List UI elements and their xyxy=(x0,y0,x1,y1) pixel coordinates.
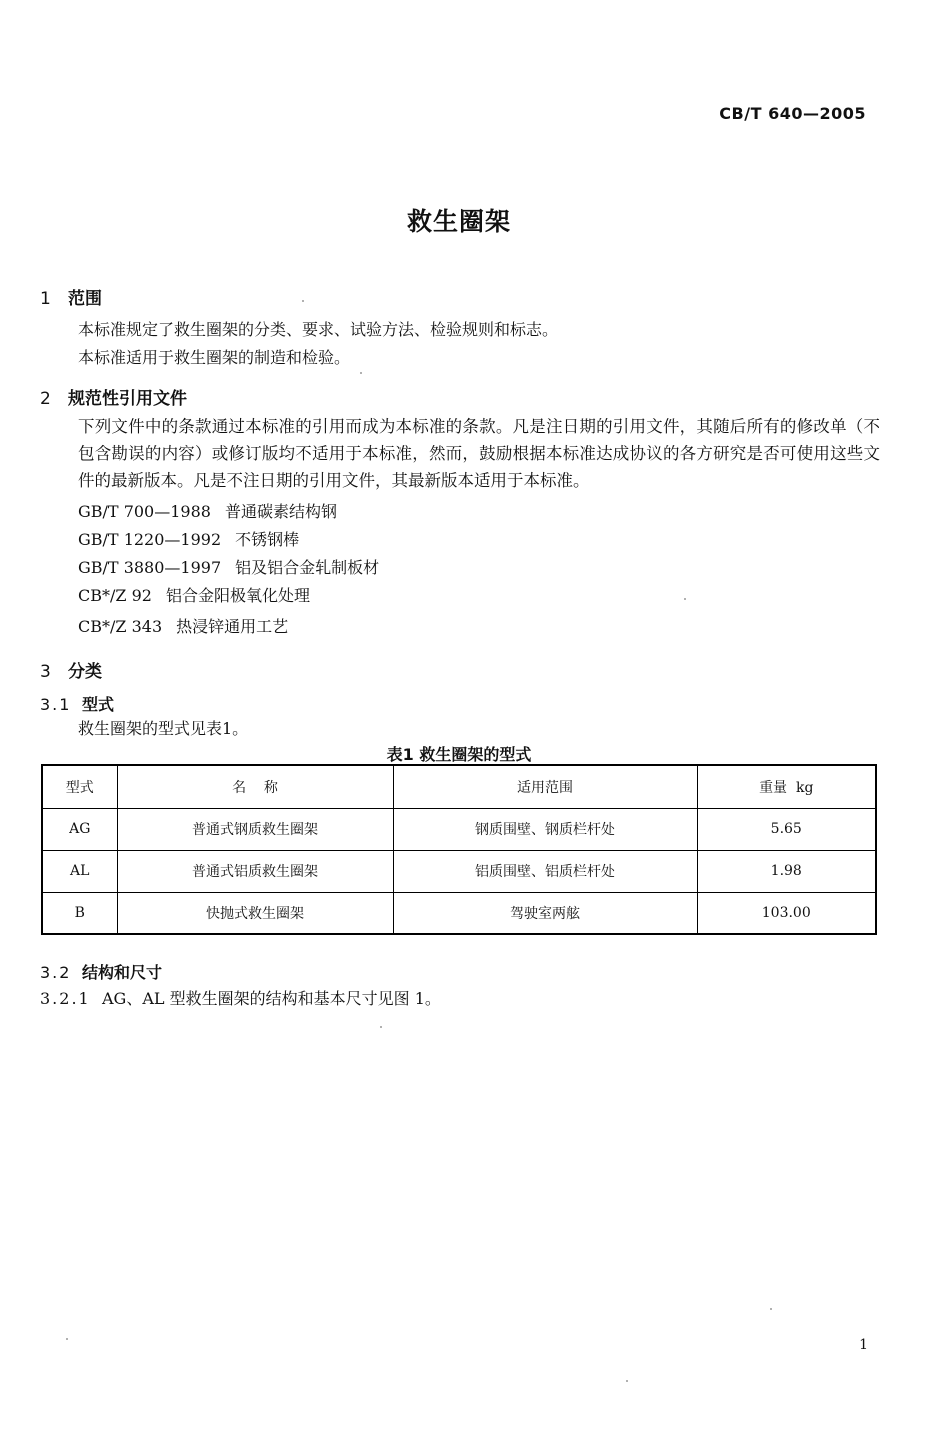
types-table xyxy=(41,764,877,935)
table-cell: 普通式钢质救生圈架 xyxy=(117,808,393,850)
reference-title: 铝合金阳极氧化处理 xyxy=(165,586,310,605)
reference-item xyxy=(78,583,310,606)
reference-item xyxy=(78,527,299,550)
standard-code: CB/T 640—2005 xyxy=(719,104,866,123)
table-cell: 钢质围壁、钢质栏杆处 xyxy=(393,808,697,850)
table-cell: 1.98 xyxy=(697,850,876,892)
scan-speck xyxy=(626,1380,628,1382)
reference-item xyxy=(78,555,379,578)
table-cell: B xyxy=(42,892,117,934)
clause-number: 3.2.1 xyxy=(40,989,91,1008)
subsection-3-2-heading xyxy=(40,960,162,983)
table-cell: 快抛式救生圈架 xyxy=(117,892,393,934)
section-3-heading xyxy=(40,657,102,682)
reference-title: 不锈钢棒 xyxy=(235,530,300,549)
table-header-cell: 名 称 xyxy=(117,765,393,808)
section-number: 3.1 xyxy=(40,695,72,714)
table-header-cell: 适用范围 xyxy=(393,765,697,808)
table-cell: 驾驶室两舷 xyxy=(393,892,697,934)
scan-speck xyxy=(302,300,304,302)
table-header-cell: 型式 xyxy=(42,765,117,808)
scan-speck xyxy=(684,598,686,600)
table-row xyxy=(42,850,876,892)
section-title: 结构和尺寸 xyxy=(82,963,163,982)
table-cell: 5.65 xyxy=(697,808,876,850)
reference-title: 普通碳素结构钢 xyxy=(224,502,337,521)
clause-text: AG、AL 型救生圈架的结构和基本尺寸见图 1。 xyxy=(102,989,441,1008)
reference-code: CB*/Z 343 xyxy=(78,617,163,636)
scan-speck xyxy=(380,1026,382,1028)
section-number: 3.2 xyxy=(40,963,72,982)
subsection-3-1-heading xyxy=(40,692,114,715)
table-cell: AG xyxy=(42,808,117,850)
scan-speck xyxy=(770,1308,772,1310)
page-number: 1 xyxy=(859,1337,868,1353)
clause-3-2-1 xyxy=(40,986,441,1009)
section-2-heading xyxy=(40,384,187,409)
table-cell: 103.00 xyxy=(697,892,876,934)
references-intro: 下列文件中的条款通过本标准的引用而成为本标准的条款。凡是注日期的引用文件，其随后所有的修改单（不包含勘误的内容）或修订版均不适用于本标准，然而，鼓励根据本标准达成协议的各方研究是否可使用这些文件的最新版本。凡是不注日期的引用文件，其最新版本适用于本标准。 xyxy=(78,417,880,490)
reference-item xyxy=(78,499,337,522)
table-row xyxy=(42,808,876,850)
table-cell: AL xyxy=(42,850,117,892)
table-header-row xyxy=(42,765,876,808)
reference-title: 热浸锌通用工艺 xyxy=(176,617,289,636)
section-number: 1 xyxy=(40,289,51,309)
table-cell: 普通式铝质救生圈架 xyxy=(117,850,393,892)
reference-code: GB/T 1220—1992 xyxy=(78,530,222,549)
reference-code: GB/T 3880—1997 xyxy=(78,558,222,577)
reference-title: 铝及铝合金轧制板材 xyxy=(235,558,380,577)
table-cell: 铝质围壁、铝质栏杆处 xyxy=(393,850,697,892)
section-title: 范围 xyxy=(68,289,102,309)
table-row xyxy=(42,892,876,934)
table-caption: 表1 救生圈架的型式 xyxy=(386,745,532,764)
paragraph: 本标准适用于救生圈架的制造和检验。 xyxy=(78,348,351,367)
scan-speck xyxy=(360,372,362,374)
table-header-cell: 重量 kg xyxy=(697,765,876,808)
section-number: 3 xyxy=(40,662,51,682)
reference-code: CB*/Z 92 xyxy=(78,586,152,605)
paragraph: 救生圈架的型式见表1。 xyxy=(78,719,249,738)
section-title: 规范性引用文件 xyxy=(68,389,187,409)
section-number: 2 xyxy=(40,389,51,409)
paragraph: 本标准规定了救生圈架的分类、要求、试验方法、检验规则和标志。 xyxy=(78,320,559,339)
section-title: 分类 xyxy=(68,662,102,682)
reference-code: GB/T 700—1988 xyxy=(78,502,211,521)
reference-item xyxy=(78,614,288,637)
document-title: 救生圈架 xyxy=(406,207,511,236)
section-1-heading xyxy=(40,284,102,309)
scan-speck xyxy=(66,1338,68,1340)
section-title: 型式 xyxy=(82,695,115,714)
